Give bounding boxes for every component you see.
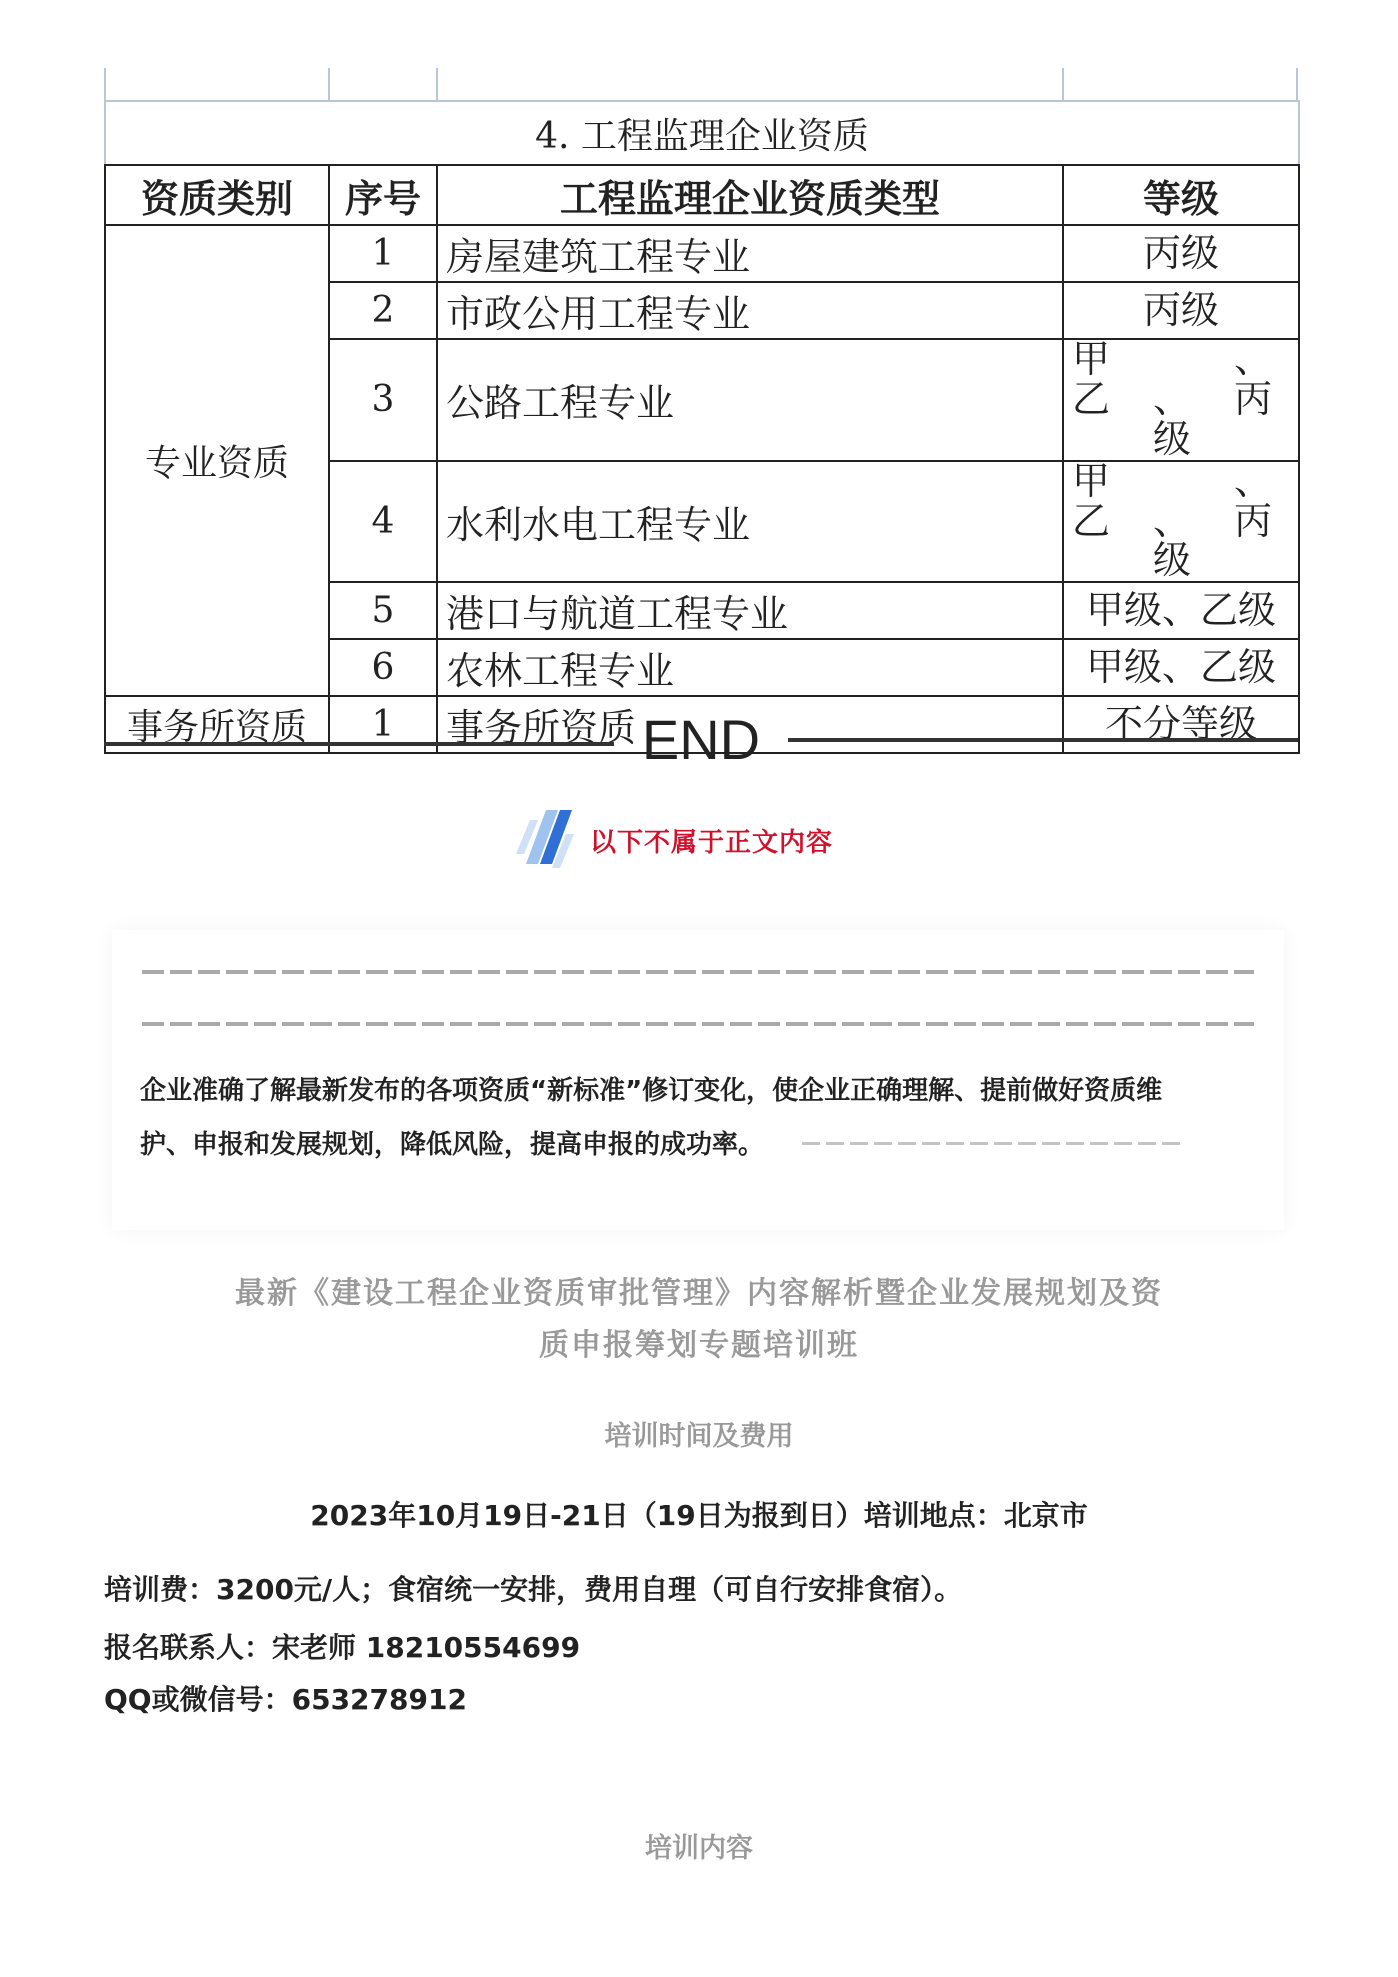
row-grade: 不分等级 bbox=[1063, 696, 1299, 753]
row-grade: 丙级 bbox=[1063, 225, 1299, 282]
blurred-line bbox=[142, 1022, 1254, 1026]
header-category: 资质类别 bbox=[105, 165, 329, 225]
table-caption: 4. 工程监理企业资质 bbox=[105, 101, 1299, 165]
row-seq: 5 bbox=[329, 582, 437, 639]
qq-wechat-text: QQ或微信号：653278912 bbox=[104, 1683, 467, 1716]
row-type: 水利水电工程专业 bbox=[437, 461, 1063, 583]
blurred-paragraph-line2: 护、申报和发展规划，降低风险，提高申报的成功率。 bbox=[140, 1130, 765, 1160]
not-body-notice bbox=[512, 802, 892, 872]
blurred-line bbox=[802, 1142, 1182, 1145]
row-type: 事务所资质 bbox=[437, 696, 1063, 753]
qualification-table bbox=[104, 100, 1300, 754]
header-grade: 等级 bbox=[1063, 165, 1299, 225]
row-grade: 甲、乙、丙级 bbox=[1063, 339, 1299, 461]
row-seq: 4 bbox=[329, 461, 437, 583]
blurred-line bbox=[142, 970, 1254, 974]
row-type: 港口与航道工程专业 bbox=[437, 582, 1063, 639]
end-label: END bbox=[641, 708, 761, 771]
row-type: 公路工程专业 bbox=[437, 339, 1063, 461]
row-type: 市政公用工程专业 bbox=[437, 282, 1063, 339]
category-office: 事务所资质 bbox=[105, 696, 329, 753]
blurred-text-image bbox=[112, 930, 1284, 1230]
course-title-line2: 质申报筹划专题培训班 bbox=[539, 1328, 859, 1363]
table-row bbox=[105, 225, 1299, 282]
category-professional: 专业资质 bbox=[105, 225, 329, 696]
header-type: 工程监理企业资质类型 bbox=[437, 165, 1063, 225]
row-seq: 6 bbox=[329, 639, 437, 696]
row-grade: 甲级、乙级 bbox=[1063, 639, 1299, 696]
row-seq: 3 bbox=[329, 339, 437, 461]
row-type: 农林工程专业 bbox=[437, 639, 1063, 696]
time-fee-heading: 培训时间及费用 bbox=[604, 1421, 794, 1452]
row-grade: 甲级、乙级 bbox=[1063, 582, 1299, 639]
row-seq: 1 bbox=[329, 225, 437, 282]
not-body-text: 以下不属于正文内容 bbox=[590, 828, 834, 858]
row-seq: 1 bbox=[329, 696, 437, 753]
fee-text: 培训费：3200元/人；食宿统一安排，费用自理（可自行安排食宿）。 bbox=[104, 1573, 963, 1606]
contact-text: 报名联系人：宋老师 18210554699 bbox=[104, 1631, 581, 1664]
row-seq: 2 bbox=[329, 282, 437, 339]
row-grade: 丙级 bbox=[1063, 282, 1299, 339]
row-grade: 甲、乙、丙级 bbox=[1063, 461, 1299, 583]
content-heading: 培训内容 bbox=[645, 1833, 753, 1864]
divider-line-right bbox=[788, 738, 1298, 742]
blurred-paragraph-line1: 企业准确了解最新发布的各项资质“新标准”修订变化，使企业正确理解、提前做好资质维 bbox=[140, 1076, 1163, 1106]
course-title bbox=[150, 1268, 1248, 1372]
date-location: 2023年10月19日-21日（19日为报到日）培训地点：北京市 bbox=[310, 1499, 1088, 1532]
table-top-stubs bbox=[104, 68, 1298, 100]
row-type: 房屋建筑工程专业 bbox=[437, 225, 1063, 282]
header-seq: 序号 bbox=[329, 165, 437, 225]
end-divider bbox=[104, 710, 1298, 770]
slash-stripes-icon bbox=[512, 802, 582, 872]
course-title-line1: 最新《建设工程企业资质审批管理》内容解析暨企业发展规划及资 bbox=[235, 1276, 1163, 1311]
